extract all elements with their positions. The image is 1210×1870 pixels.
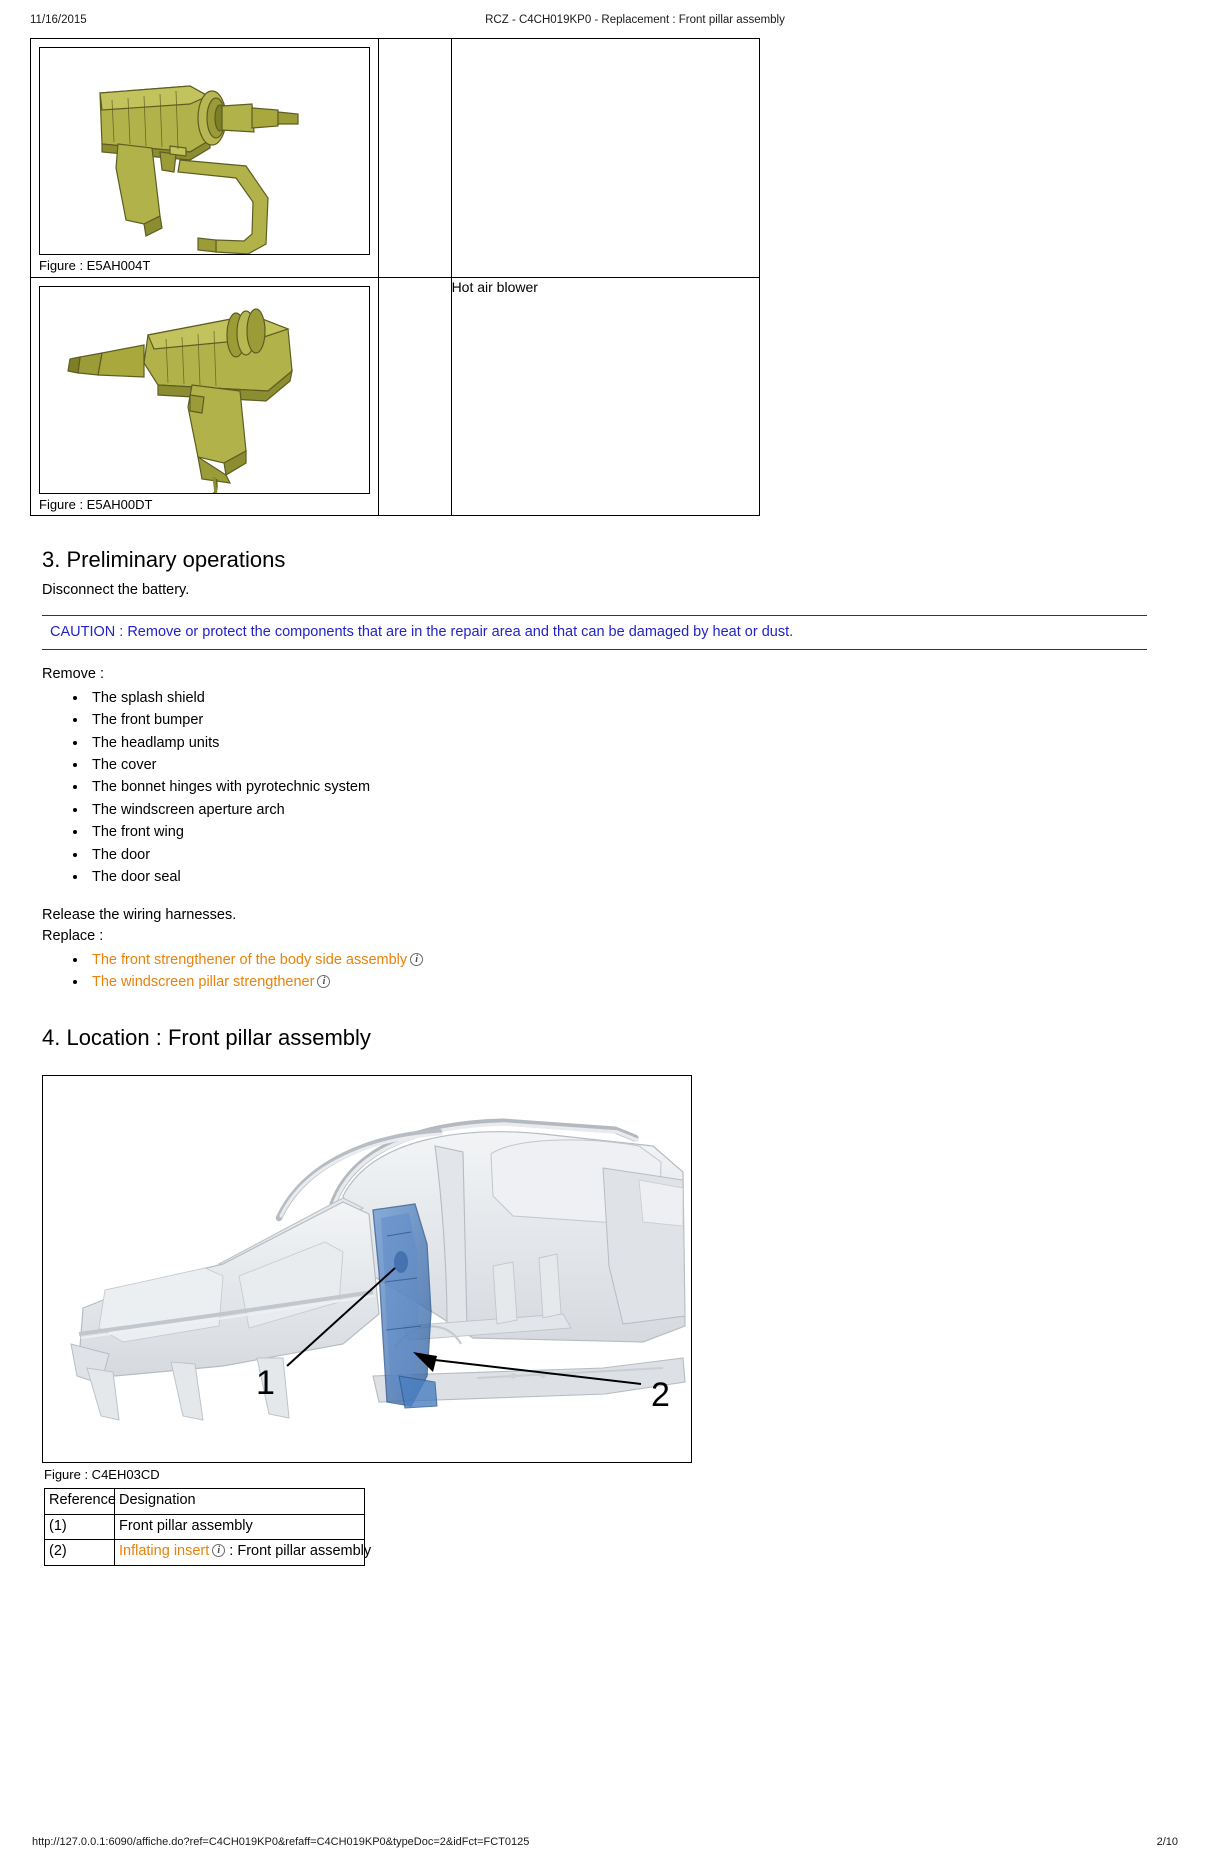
- location-figure-caption: Figure : C4EH03CD: [44, 1467, 160, 1483]
- caution-box: [42, 615, 1147, 650]
- tools-figure-cell: [31, 39, 379, 278]
- header-designation: Designation: [115, 1489, 365, 1515]
- front-pillar-location-figure: [42, 1075, 692, 1463]
- row-2-designation-suffix: : Front pillar assembly: [225, 1543, 372, 1560]
- list-item: • The bonnet hinges with pyrotechnic system: [88, 776, 1180, 798]
- list-item: • The door seal: [88, 866, 1180, 888]
- list-item: • The front wing: [88, 821, 1180, 843]
- riveting-gun-figure-caption: Figure : E5AH004T: [39, 258, 151, 273]
- footer-url: http://127.0.0.1:6090/affiche.do?ref=C4CH019KP0&refaff=C4CH019KP0&typeDoc=2&idFct=FCT0125: [32, 1836, 530, 1848]
- callout-label-2: 2: [651, 1376, 670, 1415]
- replace-link-label-2[interactable]: The windscreen pillar strengthener: [92, 974, 315, 991]
- tools-middle-cell-1: [379, 39, 451, 278]
- list-item: • The door: [88, 844, 1180, 866]
- tools-table-row: [31, 277, 760, 516]
- tools-figure-cell: [31, 277, 379, 516]
- inflating-insert-link[interactable]: Inflating insert: [119, 1543, 210, 1560]
- info-icon[interactable]: i: [212, 1544, 225, 1557]
- section-3-heading: 3. Preliminary operations: [42, 547, 286, 573]
- hot-air-blower-figure: [39, 286, 370, 494]
- caution-text: CAUTION : Remove or protect the components that are in the repair area and that can be damaged by heat or dust.: [50, 623, 794, 640]
- footer-page-number: 2/10: [1156, 1836, 1178, 1848]
- list-item-link[interactable]: [88, 971, 1180, 993]
- row-1-reference: (1): [45, 1514, 115, 1540]
- spacer: [30, 891, 1180, 905]
- info-icon[interactable]: i: [317, 975, 330, 988]
- print-footer: [0, 1836, 1210, 1852]
- car-body-illustration: [43, 1076, 691, 1462]
- header-document-title: RCZ - C4CH019KP0 - Replacement : Front pillar assembly: [485, 14, 785, 26]
- section-3-intro: Disconnect the battery.: [42, 581, 190, 598]
- tools-table-row: [31, 39, 760, 278]
- info-icon[interactable]: i: [410, 953, 423, 966]
- riveting-gun-figure: [39, 47, 370, 255]
- list-item: • The splash shield: [88, 687, 1180, 709]
- header-reference: Reference: [45, 1489, 115, 1515]
- list-item: • The windscreen aperture arch: [88, 799, 1180, 821]
- list-item: • The cover: [88, 754, 1180, 776]
- table-row: [45, 1514, 365, 1540]
- row-2-reference: (2): [45, 1540, 115, 1566]
- callout-label-1: 1: [256, 1364, 275, 1403]
- remove-label: Remove :: [42, 665, 105, 682]
- replace-link-label-1[interactable]: The front strengthener of the body side assembly: [92, 951, 408, 968]
- header-date: 11/16/2015: [30, 14, 87, 26]
- list-item: • The front bumper: [88, 709, 1180, 731]
- replace-label: Replace :: [42, 927, 104, 944]
- reference-designation-table: [44, 1488, 372, 1566]
- release-text: Release the wiring harnesses.: [42, 906, 237, 923]
- print-header: [0, 14, 1210, 32]
- section-4-heading: 4. Location : Front pillar assembly: [42, 1024, 371, 1050]
- document-content: [30, 38, 1180, 1566]
- riveting-gun-illustration: [40, 48, 370, 255]
- remove-list: [30, 687, 1180, 889]
- replace-list: [30, 949, 1180, 994]
- hot-air-blower-illustration: [40, 287, 370, 494]
- tools-middle-cell-2: [379, 277, 451, 516]
- list-item-link[interactable]: [88, 949, 1180, 971]
- row-2-designation: [115, 1540, 372, 1566]
- row-1-designation: Front pillar assembly: [115, 1514, 365, 1540]
- table-row: [45, 1540, 365, 1566]
- list-item: • The headlamp units: [88, 732, 1180, 754]
- table-header-row: [45, 1489, 365, 1515]
- tools-designation-cell-2: Hot air blower: [451, 277, 759, 516]
- tools-table: [30, 38, 760, 516]
- tools-designation-cell-1: [451, 39, 759, 278]
- hot-air-blower-figure-caption: Figure : E5AH00DT: [39, 496, 153, 512]
